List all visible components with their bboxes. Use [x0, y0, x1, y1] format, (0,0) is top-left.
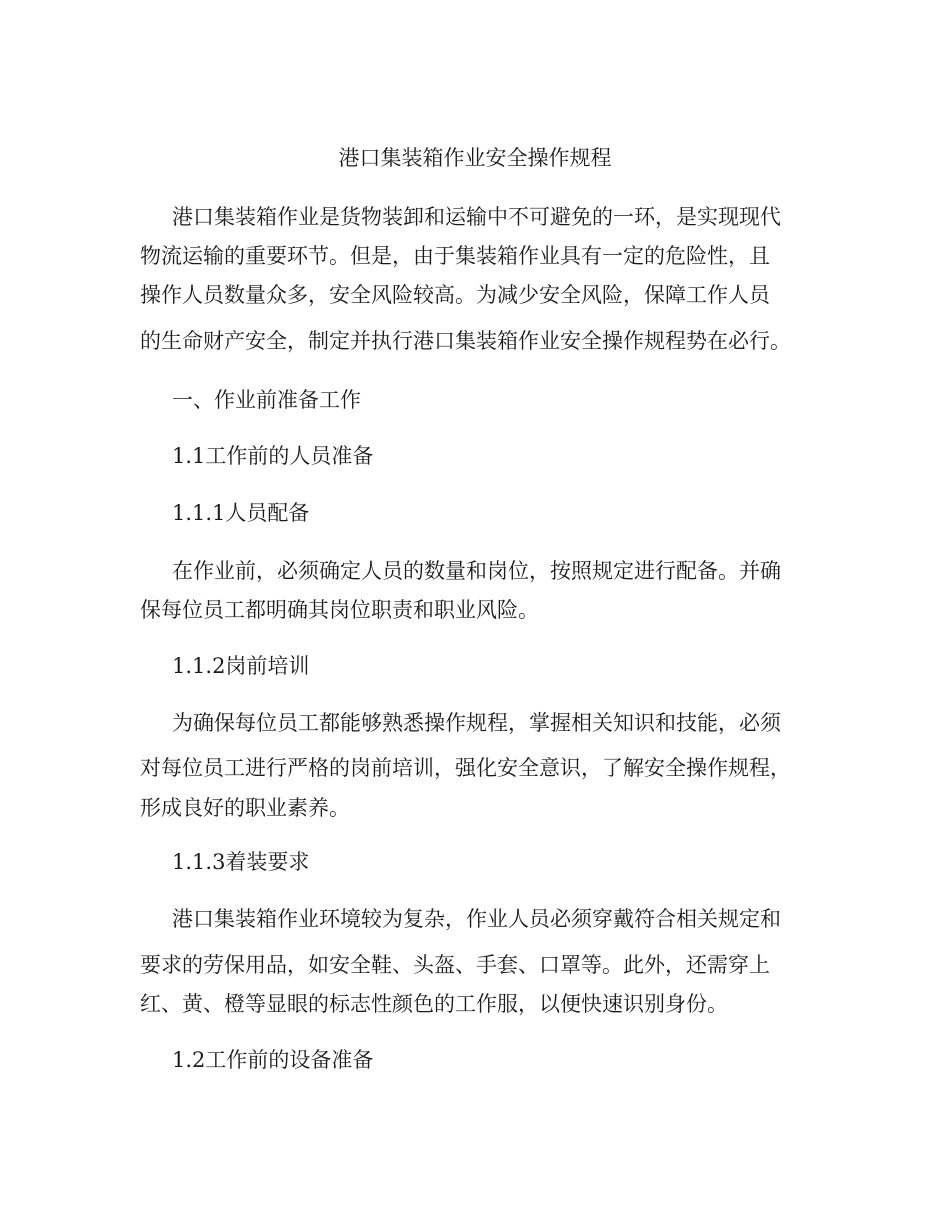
section-1-1-heading: 1.1工作前的人员准备 — [172, 444, 374, 468]
section-1-1-3-line-2: 要求的劳保用品，如安全鞋、头盔、手套、口罩等。此外，还需穿上 — [140, 953, 770, 977]
section-1-1-1-line-1: 在作业前，必须确定人员的数量和岗位，按照规定进行配备。并确 — [172, 559, 781, 583]
intro-line-2: 物流运输的重要环节。但是，由于集装箱作业具有一定的危险性，且 — [140, 244, 770, 268]
intro-line-1: 港口集装箱作业是货物装卸和运输中不可避免的一环，是实现现代 — [172, 205, 781, 229]
intro-line-3: 操作人员数量众多，安全风险较高。为减少安全风险，保障工作人员 — [140, 283, 770, 307]
section-1-1-1-line-2: 保每位员工都明确其岗位职责和职业风险。 — [140, 598, 539, 622]
section-1-1-3-heading: 1.1.3着装要求 — [172, 850, 310, 874]
document-title: 港口集装箱作业安全操作规程 — [338, 146, 612, 170]
section-1-1-2-line-3: 形成良好的职业素养。 — [140, 796, 350, 820]
section-1-2-heading: 1.2工作前的设备准备 — [172, 1048, 374, 1072]
section-1-1-2-heading: 1.1.2岗前培训 — [172, 654, 310, 678]
intro-line-4: 的生命财产安全，制定并执行港口集装箱作业安全操作规程势在必行。 — [140, 329, 791, 353]
section-1-1-2-line-1: 为确保每位员工都能够熟悉操作规程，掌握相关知识和技能，必须 — [172, 711, 781, 735]
section-1-heading: 一、作业前准备工作 — [172, 388, 361, 412]
section-1-1-3-line-3: 红、黄、橙等显眼的标志性颜色的工作服，以便快速识别身份。 — [140, 992, 728, 1016]
section-1-1-2-line-2: 对每位员工进行严格的岗前培训，强化安全意识，了解安全操作规程， — [140, 756, 791, 780]
section-1-1-1-heading: 1.1.1人员配备 — [172, 501, 310, 525]
section-1-1-3-line-1: 港口集装箱作业环境较为复杂，作业人员必须穿戴符合相关规定和 — [172, 907, 781, 931]
